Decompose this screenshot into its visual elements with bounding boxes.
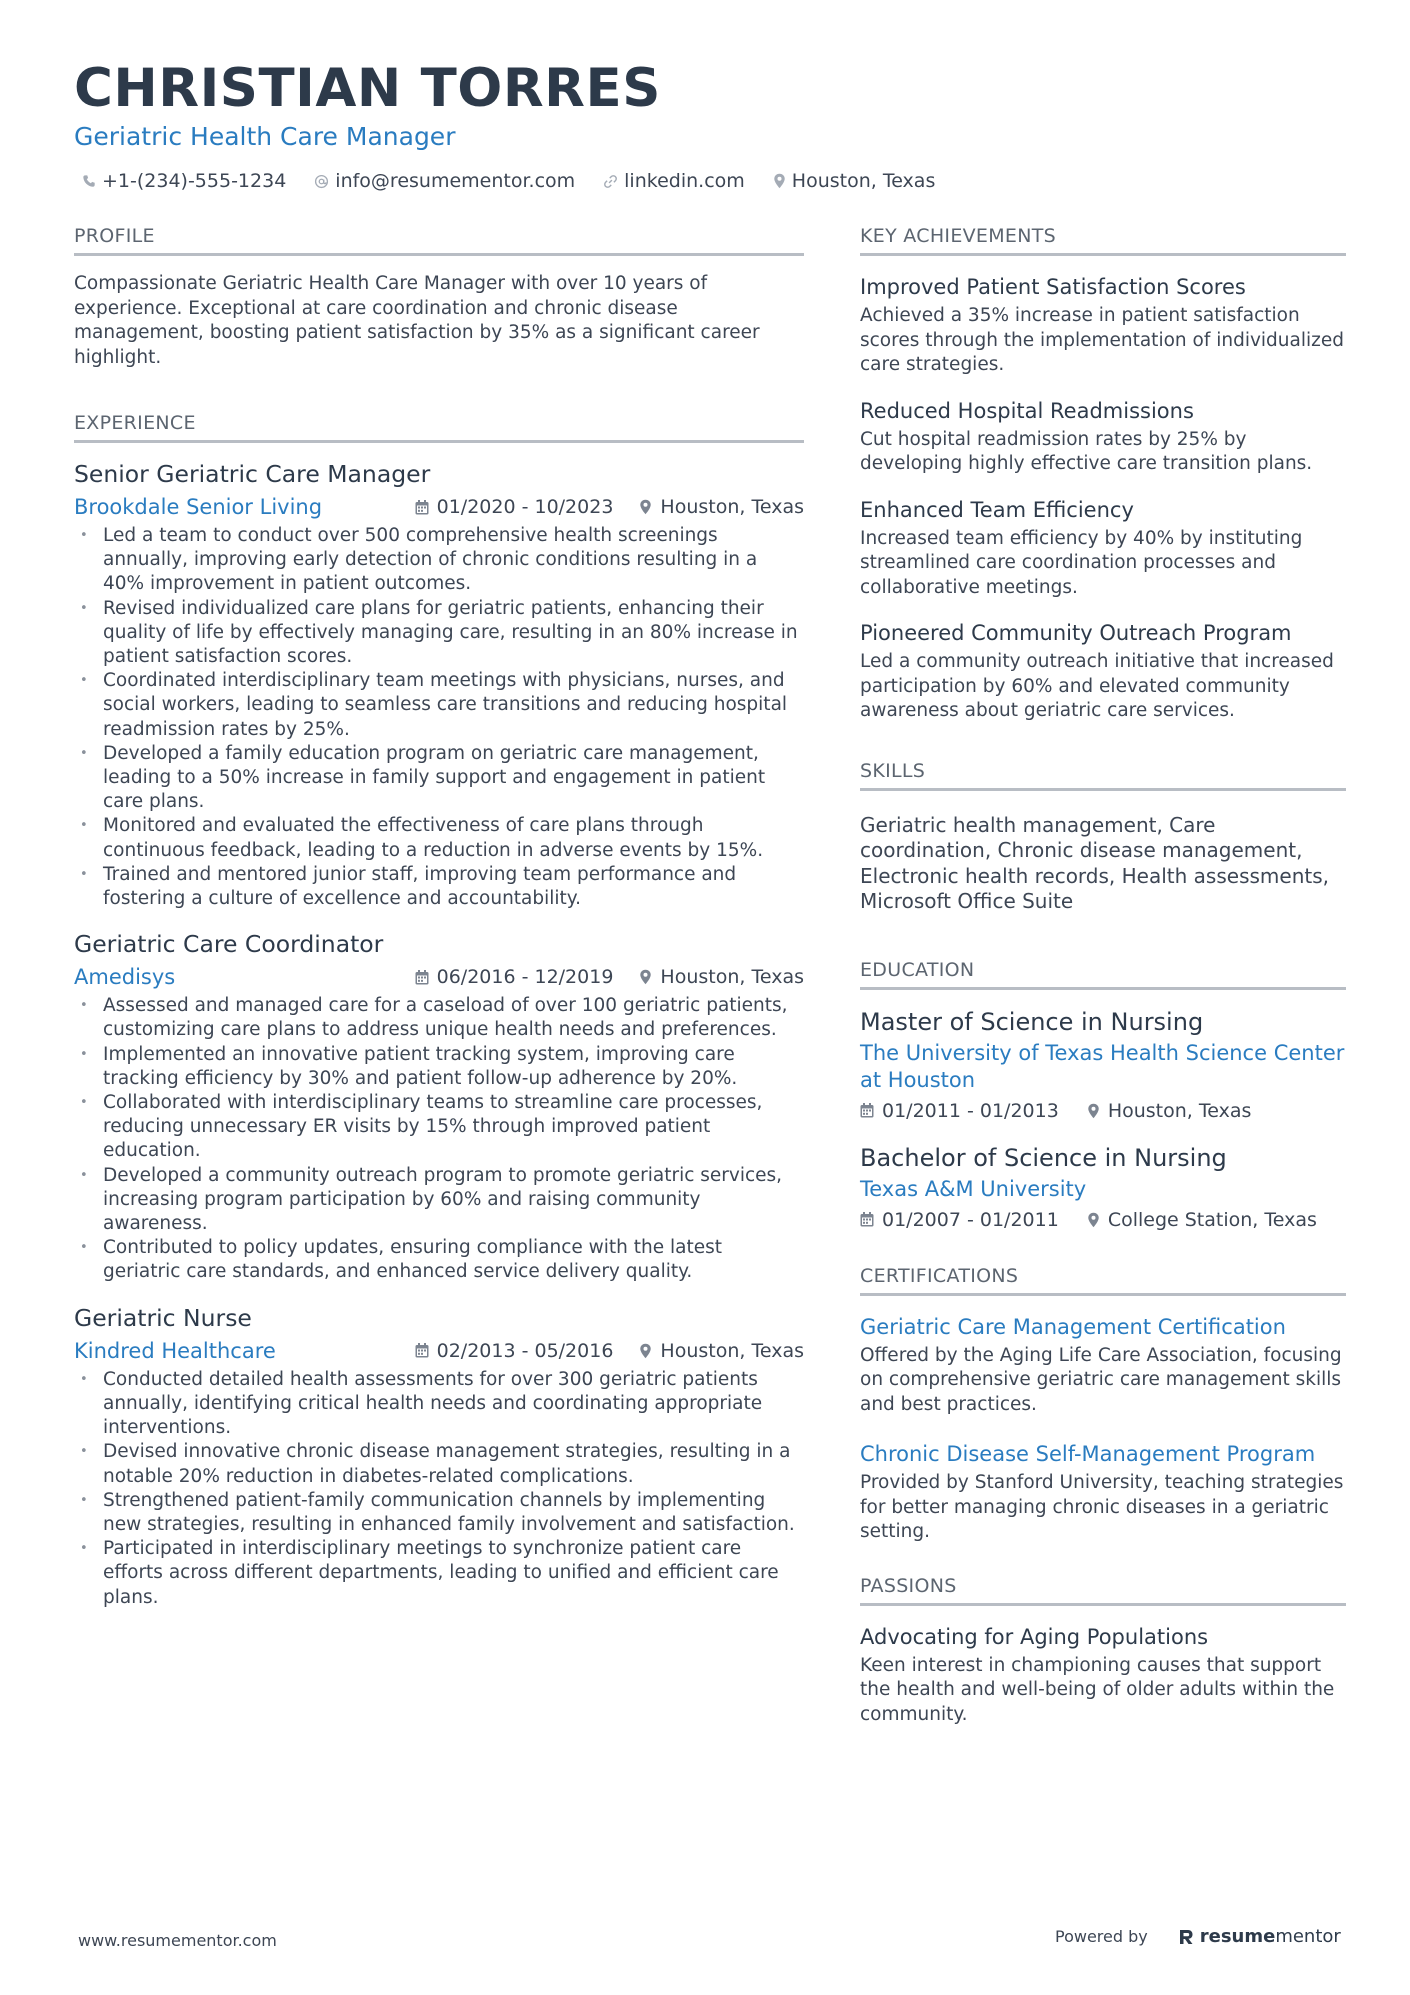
achievement-item [860, 272, 1346, 378]
left-column [74, 225, 804, 1638]
job-dates-text: 01/2020 - 10/2023 [436, 496, 614, 518]
job-meta [415, 493, 804, 521]
footer-branding [1055, 1926, 1341, 1947]
job-bullet: • Conducted detailed health assessments for over 300 geriatric patients annually, identifying critical health needs and coordinating appropriate interventions. [74, 1368, 804, 1441]
school-name: The University of Texas Health Science Center at Houston [860, 1040, 1345, 1092]
passions-heading: PASSIONS [860, 1575, 1346, 1606]
job-entry [74, 459, 804, 911]
certification-title: Chronic Disease Self-Management Program [860, 1442, 1316, 1466]
company-name: Kindred Healthcare [74, 1338, 276, 1363]
job-bullet: • Participated in interdisciplinary meetings to synchronize patient care efforts across different departments, leading to unified and efficient care plans. [74, 1537, 804, 1610]
education-item [860, 1006, 1346, 1122]
school-name: Texas A&M University [860, 1176, 1087, 1201]
certifications-heading: CERTIFICATIONS [860, 1265, 1346, 1296]
job-bullets [74, 1368, 804, 1610]
at-icon [314, 174, 329, 189]
achievement-title: Pioneered Community Outreach Program [860, 621, 1292, 645]
job-bullet: • Coordinated interdisciplinary team meetings with physicians, nurses, and social workers, leading to seamless care transitions and reducing hospital readmission rates by 25%. [74, 669, 804, 742]
phone-text: +1-(234)-555-1234 [102, 170, 287, 192]
candidate-name: CHRISTIAN TORRES [74, 58, 661, 119]
job-dates [415, 493, 614, 521]
job-info-line [74, 1337, 804, 1365]
education-item [860, 1142, 1346, 1231]
skills-list: Geriatric health management, Care coordination, Chronic disease management, Electronic health records, Health assessments, Microsoft Office Suite [860, 812, 1329, 913]
job-location [639, 963, 804, 991]
achievement-title: Improved Patient Satisfaction Scores [860, 275, 1246, 299]
job-bullets [74, 994, 804, 1284]
right-column [860, 225, 1346, 1755]
achievement-item [860, 396, 1346, 477]
job-bullet: • Developed a community outreach program to promote geriatric services, increasing program participation by 60% and raising community awareness. [74, 1164, 804, 1237]
job-bullet: • Collaborated with interdisciplinary teams to streamline care processes, reducing unnecessary ER visits by 15% through improved patient education. [74, 1091, 804, 1164]
education-location-text: Houston, Texas [1107, 1099, 1252, 1122]
email-text: info@resumementor.com [335, 170, 576, 192]
profile-heading: PROFILE [74, 225, 804, 256]
contact-email[interactable] [314, 170, 575, 192]
job-bullet: • Contributed to policy updates, ensuring compliance with the latest geriatric care standards, and enhanced service delivery quality. [74, 1236, 804, 1284]
education-location [1087, 1100, 1252, 1122]
job-entry [74, 929, 804, 1284]
profile-summary: Compassionate Geriatric Health Care Manager with over 10 years of experience. Exceptional at care coordination and chronic disease management, boosting patient satisfaction by 35% as a significant career highlight. [74, 273, 760, 368]
calendar-icon [415, 1343, 429, 1358]
passion-desc: Keen interest in championing causes that support the health and well-being of older adults within the community. [860, 1654, 1335, 1725]
job-bullet: • Led a team to conduct over 500 comprehensive health screenings annually, improving early detection of chronic conditions resulting in a 40% improvement in patient outcomes. [74, 524, 804, 597]
job-bullet: • Revised individualized care plans for geriatric patients, enhancing their quality of life by effectively managing care, resulting in an 80% increase in patient satisfaction scores. [74, 597, 804, 670]
education-location [1087, 1209, 1317, 1231]
certification-desc: Offered by the Aging Life Care Association, focusing on comprehensive geriatric care management skills and best practices. [860, 1344, 1342, 1415]
job-location [639, 493, 804, 521]
job-bullet: • Monitored and evaluated the effectiveness of care plans through continuous feedback, leading to a reduction in adverse events by 15%. [74, 814, 804, 862]
certification-title: Geriatric Care Management Certification [860, 1314, 1286, 1339]
job-location [639, 1337, 804, 1365]
job-entry [74, 1303, 804, 1610]
job-dates-text: 06/2016 - 12/2019 [436, 966, 614, 989]
achievement-desc: Cut hospital readmission rates by 25% by developing highly effective care transition plans. [860, 428, 1313, 474]
skills-heading: SKILLS [860, 760, 1346, 791]
phone-icon [82, 174, 96, 188]
passions-section [860, 1575, 1346, 1728]
education-meta [860, 1100, 1346, 1122]
job-bullets [74, 524, 804, 911]
contact-bar [82, 170, 935, 192]
map-pin-icon [639, 1343, 652, 1359]
job-bullet: • Strengthened patient-family communication channels by implementing new strategies, resulting in enhanced family involvement and satisfaction. [74, 1489, 804, 1537]
contact-phone[interactable] [82, 170, 286, 192]
map-pin-icon [1087, 1212, 1100, 1228]
certification-item [860, 1312, 1346, 1418]
link-icon [603, 174, 618, 189]
job-info-line [74, 963, 804, 991]
map-pin-icon [639, 499, 652, 515]
education-location-text: College Station, Texas [1107, 1208, 1317, 1231]
company-name: Brookdale Senior Living [74, 495, 323, 519]
passion-title: Advocating for Aging Populations [860, 1624, 1209, 1649]
education-heading: EDUCATION [860, 959, 1346, 990]
job-info-line [74, 493, 804, 521]
degree-name: Bachelor of Science in Nursing [860, 1143, 1227, 1172]
location-text: Houston, Texas [791, 170, 936, 192]
experience-section [74, 412, 804, 1610]
job-meta [415, 1337, 804, 1365]
map-pin-icon [773, 173, 786, 189]
job-bullet: • Trained and mentored junior staff, improving team performance and fostering a culture of excellence and accountability. [74, 863, 804, 911]
education-dates-text: 01/2007 - 01/2011 [882, 1208, 1059, 1231]
job-bullet: • Devised innovative chronic disease management strategies, resulting in a notable 20% reduction in diabetes-related complications. [74, 1440, 804, 1488]
calendar-icon [415, 500, 429, 515]
job-dates-text: 02/2013 - 05/2016 [436, 1339, 614, 1362]
brand-text-bold: resume [1199, 1926, 1276, 1947]
brand-text [1200, 1926, 1341, 1947]
education-dates-text: 01/2011 - 01/2013 [882, 1099, 1059, 1122]
footer-website[interactable]: www.resumementor.com [78, 1931, 277, 1950]
job-bullet: • Implemented an innovative patient tracking system, improving care tracking efficiency by 30% and patient follow-up adherence by 20%. [74, 1043, 804, 1091]
certification-item [860, 1439, 1346, 1545]
education-dates [860, 1100, 1059, 1122]
powered-by-label: Powered by [1055, 1927, 1148, 1946]
achievement-desc: Achieved a 35% increase in patient satisfaction scores through the implementation of individualized care strategies. [860, 305, 1344, 375]
achievement-desc: Increased team efficiency by 40% by instituting streamlined care coordination processes and collaborative meetings. [860, 527, 1303, 598]
achievement-item [860, 618, 1346, 724]
degree-name: Master of Science in Nursing [860, 1007, 1204, 1036]
company-name: Amedisys [74, 965, 176, 990]
job-title: Geriatric Health Care Manager [74, 122, 456, 151]
map-pin-icon [639, 969, 652, 985]
job-dates [415, 1337, 614, 1365]
achievements-section [860, 225, 1346, 724]
achievement-item [860, 495, 1346, 601]
achievement-title: Enhanced Team Efficiency [860, 497, 1134, 522]
job-bullet: • Developed a family education program on geriatric care management, leading to a 50% increase in family support and engagement in patient care plans. [74, 742, 804, 815]
achievement-title: Reduced Hospital Readmissions [860, 398, 1194, 423]
skills-section [860, 760, 1346, 915]
experience-heading: EXPERIENCE [74, 412, 804, 443]
job-location-text: Houston, Texas [660, 966, 804, 989]
contact-location [773, 170, 936, 192]
education-section [860, 959, 1346, 1231]
job-dates [415, 963, 614, 991]
job-meta [415, 963, 804, 991]
contact-linkedin[interactable] [603, 170, 745, 192]
education-meta [860, 1209, 1346, 1231]
job-bullet: • Assessed and managed care for a caseload of over 100 geriatric patients, customizing care plans to address unique health needs and preferences. [74, 994, 804, 1042]
job-role: Geriatric Nurse [74, 1303, 252, 1332]
profile-section [74, 225, 804, 370]
linkedin-text: linkedin.com [624, 170, 745, 192]
job-location-text: Houston, Texas [660, 1339, 804, 1362]
education-dates [860, 1209, 1059, 1231]
certification-desc: Provided by Stanford University, teaching strategies for better managing chronic diseases in a geriatric setting. [860, 1472, 1344, 1542]
map-pin-icon [1087, 1103, 1100, 1119]
job-role: Senior Geriatric Care Manager [74, 460, 431, 488]
certifications-section [860, 1265, 1346, 1545]
brand-logo[interactable] [1178, 1926, 1341, 1947]
calendar-icon [415, 970, 429, 985]
resumementor-logo-icon [1178, 1928, 1194, 1946]
job-role: Geriatric Care Coordinator [74, 930, 384, 959]
achievement-desc: Led a community outreach initiative that increased participation by 60% and elevated community awareness about geriatric care services. [860, 651, 1334, 721]
calendar-icon [860, 1103, 874, 1118]
calendar-icon [860, 1212, 874, 1227]
achievements-heading: KEY ACHIEVEMENTS [860, 225, 1346, 256]
job-location-text: Houston, Texas [660, 496, 804, 518]
brand-text-light: mentor [1275, 1926, 1341, 1947]
passion-item [860, 1622, 1346, 1728]
